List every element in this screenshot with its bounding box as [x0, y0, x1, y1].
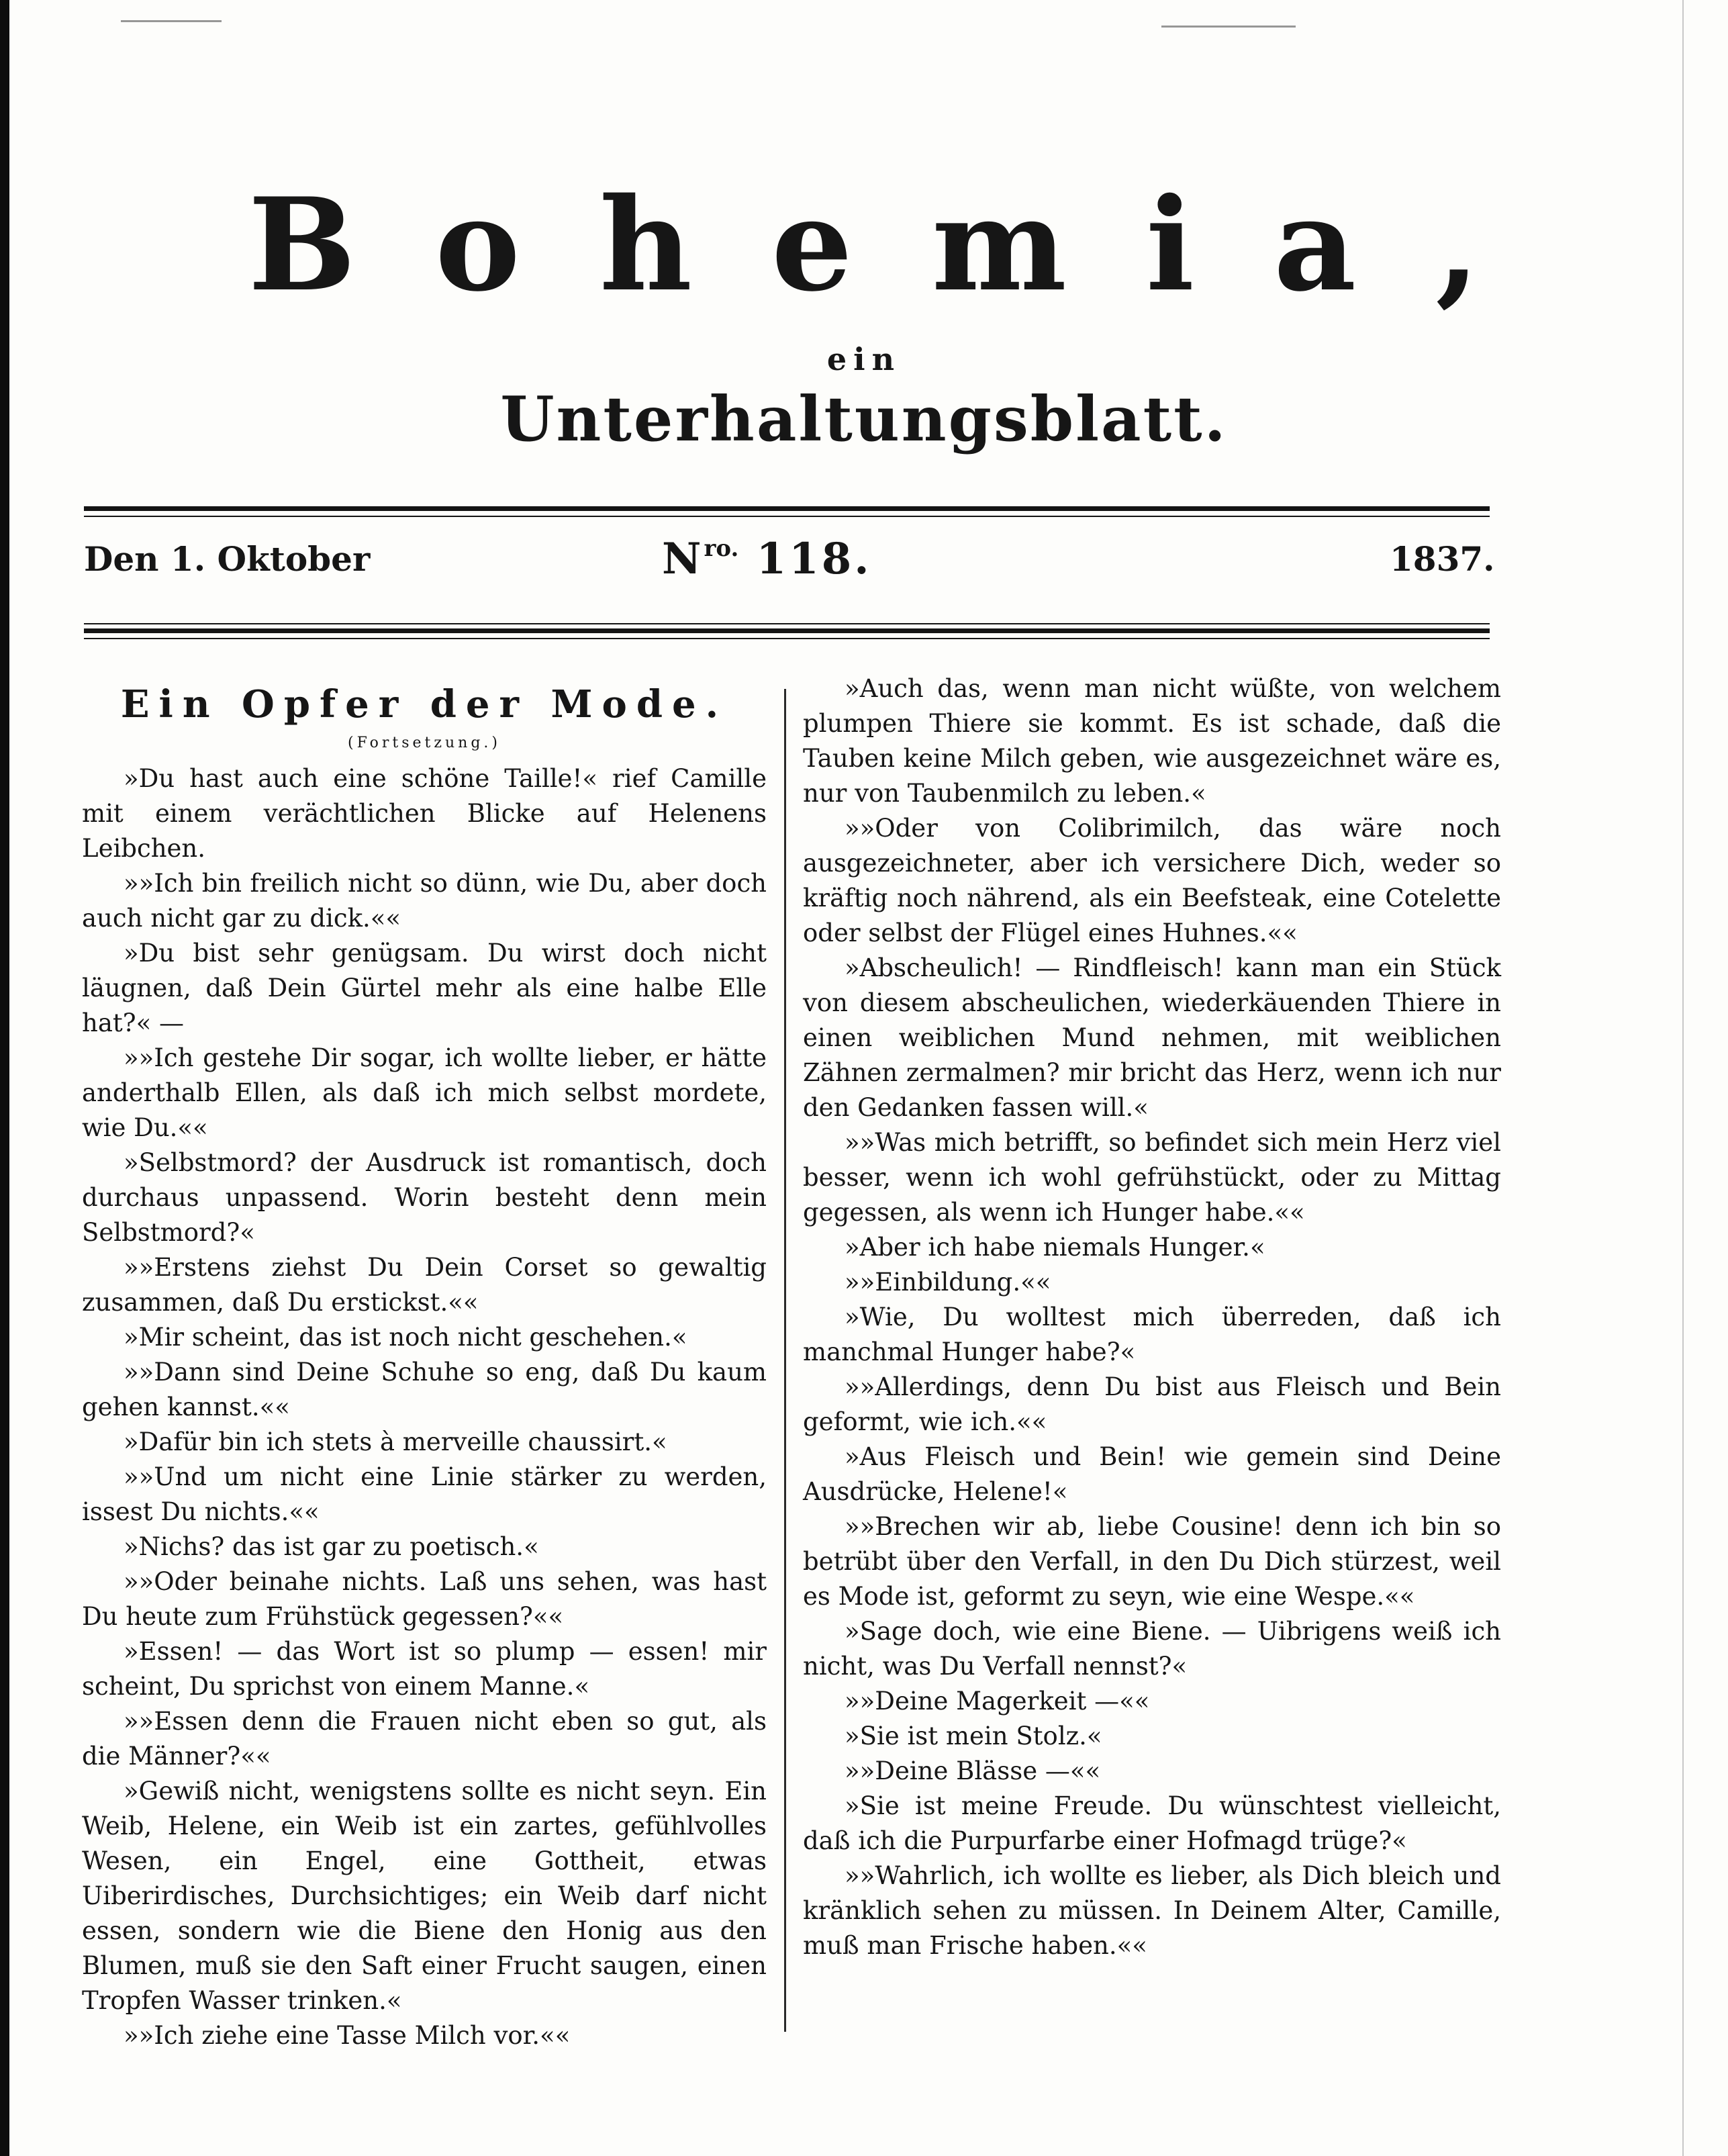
article-paragraph: »»Brechen wir ab, liebe Cousine! denn ich bin so betrübt über den Verfall, in den Du Dich stürzest, weil es Mode ist, geformt zu seyn, wie eine Wespe.««: [803, 1512, 1501, 1611]
article-paragraph: »Abscheulich! — Rindfleisch! kann man ein Stück von diesem abscheulichen, wiederkäuenden Thiere in einen weiblichen Mund nehmen, mit weiblichen Zähnen zermalmen? mir bricht das Herz, wenn ich nur den Gedanken fassen will.«: [803, 953, 1501, 1122]
article-paragraph: »Dafür bin ich stets à merveille chaussirt.«: [124, 1427, 667, 1456]
article-paragraph: »»Erstens ziehst Du Dein Corset so gewaltig zusammen, daß Du erstickst.««: [82, 1253, 767, 1317]
scan-binding-edge: [0, 0, 9, 2156]
article-paragraph: »»Dann sind Deine Schuhe so eng, daß Du kaum gehen kannst.««: [82, 1358, 767, 1421]
article-paragraph: »»Ich bin freilich nicht so dünn, wie Du, aber doch auch nicht gar zu dick.««: [82, 869, 767, 933]
article-paragraph: »Selbstmord? der Ausdruck ist romantisch, doch durchaus unpassend. Worin besteht denn mein Selbstmord?«: [82, 1148, 767, 1247]
dateline-rule-thick: [84, 628, 1490, 633]
column-divider: [784, 689, 786, 2032]
article-paragraph: »»Essen denn die Frauen nicht eben so gut, als die Männer?««: [82, 1707, 767, 1771]
masthead-title: Bohemia,: [248, 170, 1559, 320]
issue-number-value: 118.: [756, 534, 872, 584]
article-paragraph: »»Wahrlich, ich wollte es lieber, als Dich bleich und kränklich sehen zu müssen. In Deinem Alter, Camille, muß man Frische haben.««: [803, 1861, 1501, 1960]
article-paragraph: »Gewiß nicht, wenigstens sollte es nicht seyn. Ein Weib, Helene, ein Weib ist ein zartes, gefühlvolles Wesen, ein Engel, eine Gottheit, etwas Uiberirdisches, Durchsichtiges; ein Weib darf nicht essen, sondern wie die Biene den Honig aus den Blumen, muß sie den Saft einer Frucht saugen, einen Tropfen Wasser trinken.«: [82, 1777, 767, 2015]
article-paragraph: »Wie, Du wolltest mich überreden, daß ich manchmal Hunger habe?«: [803, 1303, 1501, 1366]
scan-artifact-stroke: [121, 20, 222, 22]
article-paragraph: »Aber ich habe niemals Hunger.«: [845, 1233, 1265, 1262]
masthead-subtitle: Unterhaltungsblatt.: [500, 383, 1228, 455]
article-paragraph: »»Deine Magerkeit —««: [845, 1687, 1150, 1716]
article-paragraph: »»Was mich betrifft, so befindet sich mein Herz viel besser, wenn ich wohl gefrühstückt, oder zu Mittag gegessen, als wenn ich Hunger habe.««: [803, 1128, 1501, 1227]
article-paragraph: »»Deine Blässe —««: [845, 1756, 1101, 1785]
issue-number: [662, 534, 872, 584]
article-paragraph: »»Ich ziehe eine Tasse Milch vor.««: [124, 2021, 571, 2050]
issue-number-suffix: ro.: [704, 535, 739, 562]
article-paragraph: »Nichs? das ist gar zu poetisch.«: [124, 1532, 539, 1561]
article-paragraph: »Sie ist meine Freude. Du wünschtest vielleicht, daß ich die Purpurfarbe einer Hofmagd trüge?«: [803, 1791, 1501, 1855]
masthead-rule-thin: [84, 516, 1490, 517]
article-paragraph: »»Einbildung.««: [845, 1268, 1051, 1297]
dateline-rule-thin-lower: [84, 638, 1490, 639]
scan-right-edge: [1682, 0, 1684, 2156]
dateline-rule-thin: [84, 623, 1490, 624]
article-paragraph: »»Allerdings, denn Du bist aus Fleisch und Bein geformt, wie ich.««: [803, 1372, 1501, 1436]
scan-artifact-stroke: [1161, 26, 1296, 28]
article-paragraph: »Sie ist mein Stolz.«: [845, 1722, 1102, 1750]
article-paragraph: »Du hast auch eine schöne Taille!« rief Camille mit einem verächtlichen Blicke auf Helenens Leibchen.: [82, 764, 767, 863]
issue-year: 1837.: [1390, 539, 1495, 579]
issue-number-prefix: N: [662, 534, 704, 584]
article-paragraph: »»Und um nicht eine Linie stärker zu werden, issest Du nichts.««: [82, 1462, 767, 1526]
issue-date: Den 1. Oktober: [84, 539, 371, 579]
article-title: Ein Opfer der Mode.: [120, 682, 728, 727]
article-paragraph: »»Ich gestehe Dir sogar, ich wollte lieber, er hätte anderthalb Ellen, als daß ich mich selbst mordete, wie Du.««: [82, 1043, 767, 1142]
article-column-right: [803, 671, 1501, 1963]
article-paragraph: »»Oder beinahe nichts. Laß uns sehen, was hast Du heute zum Frühstück gegessen?««: [82, 1567, 767, 1631]
article-paragraph: »Essen! — das Wort ist so plump — essen! mir scheint, Du sprichst von einem Manne.«: [82, 1637, 767, 1701]
article-continuation: (Fortsetzung.): [348, 735, 501, 751]
masthead-rule-thick: [84, 506, 1490, 511]
article-paragraph: »Mir scheint, das ist noch nicht geschehen.«: [124, 1323, 687, 1352]
article-paragraph: »»Oder von Colibrimilch, das wäre noch ausgezeichneter, aber ich versichere Dich, weder so kräftig noch nährend, als ein Beefsteak, eine Cotelette oder selbst der Flügel eines Huhnes.««: [803, 814, 1501, 947]
article-paragraph: »Aus Fleisch und Bein! wie gemein sind Deine Ausdrücke, Helene!«: [803, 1442, 1501, 1506]
article-paragraph: »Du bist sehr genügsam. Du wirst doch nicht läugnen, daß Dein Gürtel mehr als eine halbe Elle hat?« —: [82, 939, 767, 1037]
masthead-subtitle-ein: ein: [826, 341, 902, 377]
article-paragraph: »Auch das, wenn man nicht wüßte, von welchem plumpen Thiere sie kommt. Es ist schade, daß die Tauben keine Milch geben, wie ausgezeichnet wäre es, nur von Taubenmilch zu leben.«: [803, 674, 1501, 808]
article-paragraph: »Sage doch, wie eine Biene. — Uibrigens weiß ich nicht, was Du Verfall nennst?«: [803, 1617, 1501, 1681]
article-column-left: [82, 671, 767, 2053]
